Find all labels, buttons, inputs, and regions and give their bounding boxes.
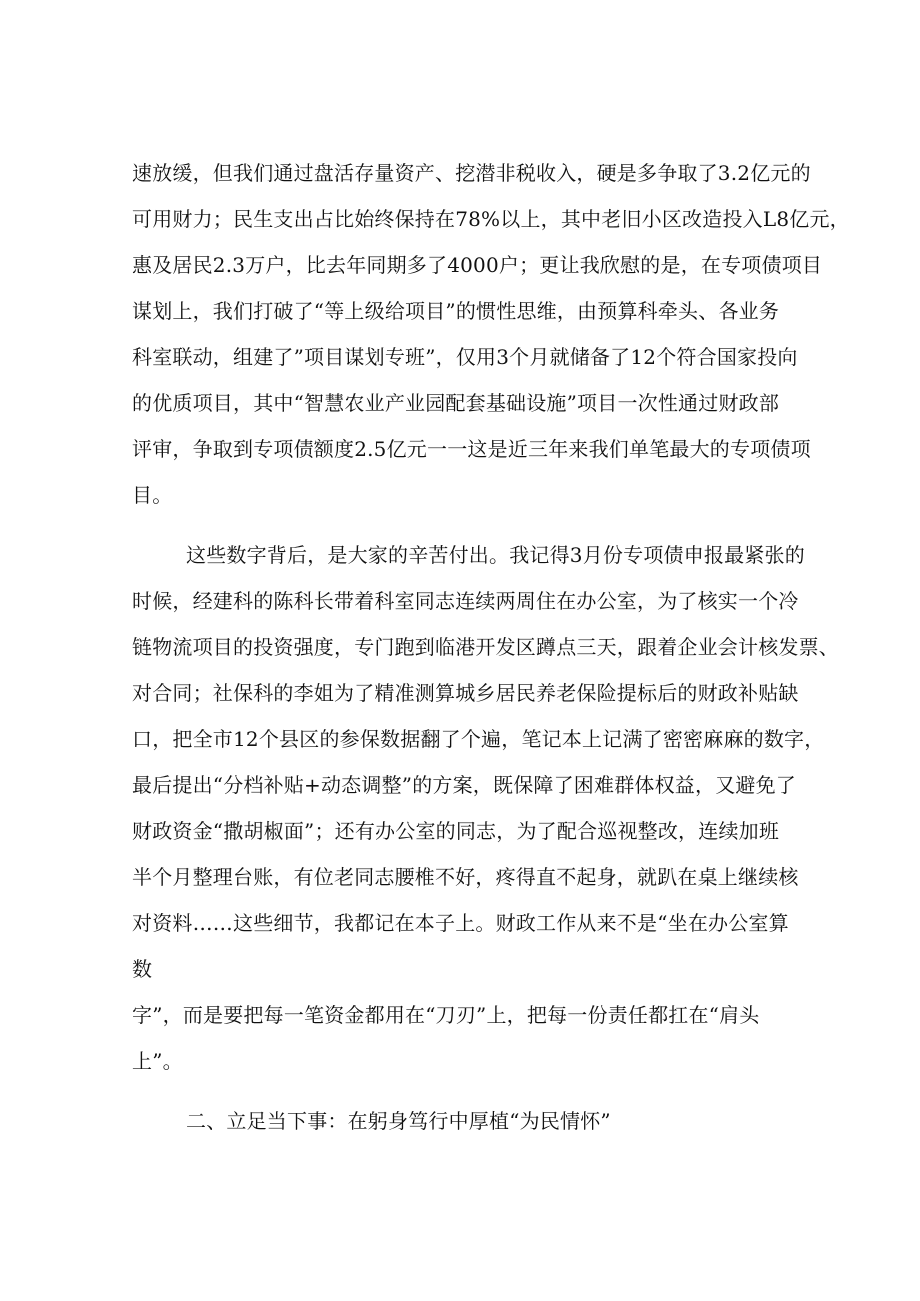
section-heading: 二、立足当下事：在躬身笃行中厚植“为民情怀” [186,1109,611,1133]
text-line: 口，把全市12个县区的参保数据翻了个遍，笔记本上记满了密密麻麻的数字， [132,727,825,751]
text-line: 最后提出“分档补贴+动态调整”的方案，既保障了困难群体权益，又避免了 [132,773,797,797]
text-line: 上”。 [132,1049,183,1073]
text-line: 的优质项目，其中“智慧农业产业园配套基础设施”项目一次性通过财政部 [132,391,780,415]
text-line: 链物流项目的投资强度，专门跑到临港开发区蹲点三天，跟着企业会计核发票、 [132,635,839,659]
text-line: 字”，而是要把每一笔资金都用在“刀刃”上，把每一份责任都扛在“肩头 [132,1003,760,1027]
text-line: 对合同；社保科的李姐为了精准测算城乡居民养老保险提标后的财政补贴缺 [132,681,799,705]
text-line: 可用财力；民生支出占比始终保持在78%以上，其中老旧小区改造投入L8亿元， [132,207,850,231]
text-line: 评审，争取到专项债额度2.5亿元一一这是近三年来我们单笔最大的专项债项 [132,437,811,461]
text-line: 对资料……这些细节，我都记在本子上。财政工作从来不是“坐在办公室算 [132,911,789,935]
text-line: 时候，经建科的陈科长带着科室同志连续两周住在办公室，为了核实一个冷 [132,589,799,613]
text-line: 目。 [132,483,173,507]
text-line: 数 [132,957,153,981]
text-line: 半个月整理台账，有位老同志腰椎不好，疼得直不起身，就趴在桌上继续核 [132,865,799,889]
text-line: 惠及居民2.3万户，比去年同期多了4000户；更让我欣慰的是，在专项债项目 [132,253,823,277]
text-line: 科室联动，组建了”项目谋划专班”，仅用3个月就储备了12个符合国家投向 [132,345,798,369]
text-line: 财政资金“撒胡椒面”；还有办公室的同志，为了配合巡视整改，连续加班 [132,819,780,843]
text-line: 速放缓，但我们通过盘活存量资产、挖潜非税收入，硬是多争取了3.2亿元的 [132,161,811,185]
text-line: 这些数字背后，是大家的辛苦付出。我记得3月份专项债申报最紧张的 [186,543,805,567]
text-line: 谋划上，我们打破了“等上级给项目”的惯性思维，由预算科牵头、各业务 [132,299,780,323]
